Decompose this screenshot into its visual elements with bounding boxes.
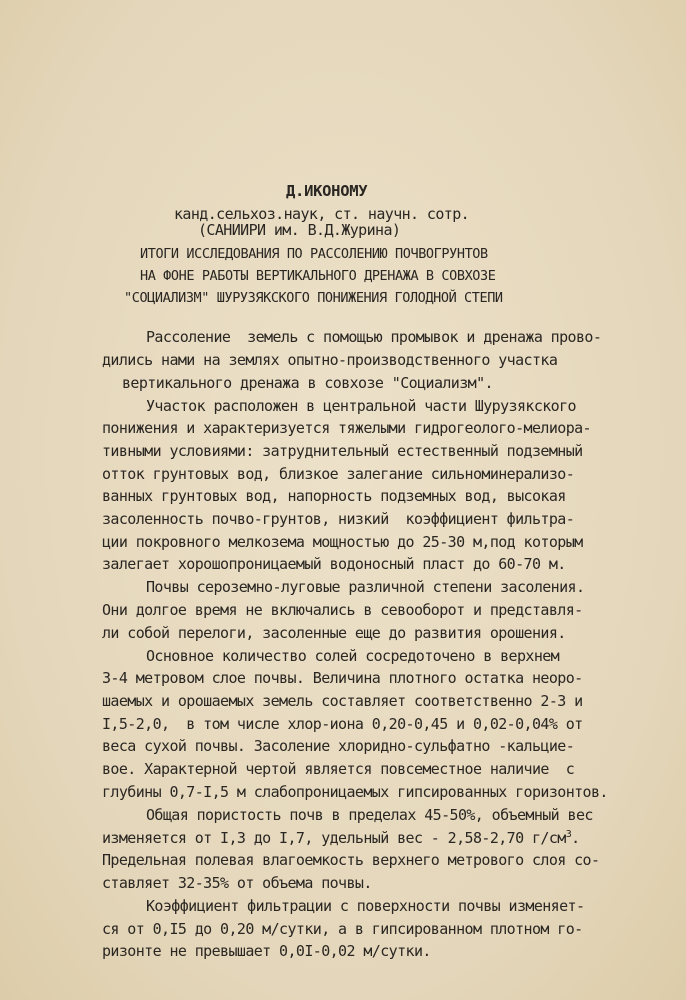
body-line-3: вертикального дренажа в совхозе "Социализм". xyxy=(122,374,493,392)
body-line-18: I,5-2,0, в том числе хлор-иона 0,20-0,45 и 0,02-0,04% от xyxy=(102,715,583,733)
body-line-27: ся от 0,I5 до 0,20 м/сутки, а в гипсированном плотном го- xyxy=(102,920,583,938)
body-line-4: Участок расположен в центральной части Шурузякского xyxy=(146,397,576,415)
body-line-2: дились нами на землях опытно-производственного участка xyxy=(102,351,558,369)
title-line-3: "СОЦИАЛИЗМ" ШУРУЗЯКСКОГО ПОНИЖЕНИЯ ГОЛОДНОЙ СТЕПИ xyxy=(124,290,503,306)
body-line-22: Общая пористость почв в пределах 45-50%, объемный вес xyxy=(146,806,593,824)
body-line-9: засоленность почво-грунтов, низкий коэффициент фильтра- xyxy=(102,510,575,528)
body-line-25: ставляет 32-35% от объема почвы. xyxy=(102,874,372,892)
body-line-1: Рассоление земель с помощью промывок и дренажа прово- xyxy=(146,328,602,346)
affiliation-line-1: канд.сельхоз.наук, ст. научн. сотр. xyxy=(174,205,470,223)
density-period: . xyxy=(571,829,580,847)
body-line-21: глубины 0,7-I,5 м слабопроницаемых гипсированных горизонтов. xyxy=(102,783,608,801)
title-line-1: ИТОГИ ИССЛЕДОВАНИЯ ПО РАССОЛЕНИЮ ПОЧВОГРУНТОВ xyxy=(140,246,488,262)
cubic-superscript: 3 xyxy=(565,829,572,840)
body-line-19: веса сухой почвы. Засоление хлоридно-сульфатно -кальцие- xyxy=(102,737,575,755)
body-line-14: ли собой перелоги, засоленные еще до развития орошения. xyxy=(102,624,566,642)
title-line-2: НА ФОНЕ РАБОТЫ ВЕРТИКАЛЬНОГО ДРЕНАЖА В СОВХОЗЕ xyxy=(140,268,496,284)
body-line-11: залегает хорошопроницаемый водоносный пласт до 60-70 м. xyxy=(102,555,566,573)
body-line-24: Предельная полевая влагоемкость верхнего метрового слоя со- xyxy=(102,851,600,869)
body-line-20: вое. Характерной чертой является повсеместное наличие с xyxy=(102,760,575,778)
affiliation-line-2: (САНИИРИ им. В.Д.Журина) xyxy=(198,221,401,239)
body-line-8: ванных грунтовых вод, напорность подземных вод, высокая xyxy=(102,487,566,505)
body-line-7: отток грунтовых вод, близкое залегание сильноминерализо- xyxy=(102,465,575,483)
body-line-6: тивными условиями: затруднительный естественный подземный xyxy=(102,442,583,460)
body-line-16: 3-4 метровом слое почвы. Величина плотного остатка неоро- xyxy=(102,669,583,687)
author-name: Д.ИКОНОМУ xyxy=(286,182,368,200)
body-line-23 xyxy=(102,828,580,848)
body-line-26: Коэффициент фильтрации с поверхности почвы изменяет- xyxy=(146,897,585,915)
density-text: изменяется от I,3 до I,7, удельный вес - 2,58-2,70 г/см xyxy=(102,829,566,847)
body-line-17: шаемых и орошаемых земель составляет соответственно 2-3 и xyxy=(102,692,583,710)
body-line-28: ризонте не превышает 0,0I-0,02 м/сутки. xyxy=(102,942,431,960)
body-line-10: ции покровного мелкозема мощностью до 25-30 м,под которым xyxy=(102,533,583,551)
body-line-12: Почвы сероземно-луговые различной степени засоления. xyxy=(146,578,585,596)
body-line-13: Они долгое время не включались в севооборот и представля- xyxy=(102,601,583,619)
body-line-5: понижения и характеризуется тяжелыми гидрогеолого-мелиора- xyxy=(102,419,591,437)
body-line-15: Основное количество солей сосредоточено в верхнем xyxy=(146,647,560,665)
